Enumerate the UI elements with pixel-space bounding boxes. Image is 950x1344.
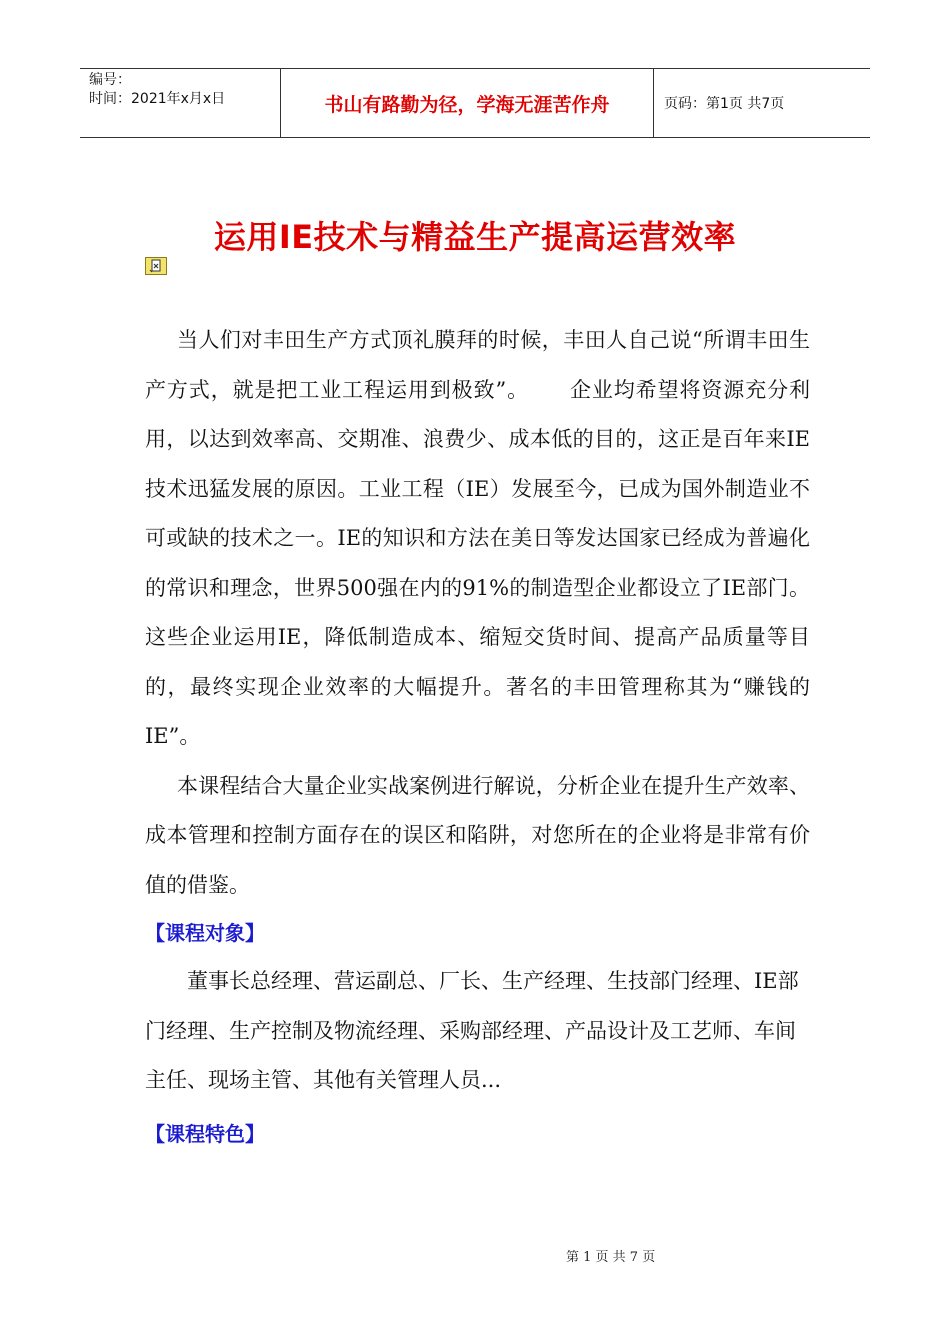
features-heading: 【课程特色】: [145, 1122, 265, 1146]
intro-sentence-2: 企业均希望将资源充分利用，以达到效率高、交期准、浪费少、成本低的目的，这正是百年来IE技术迅猛发展的原因。工业工程（IE）发展至今，已成为国外制造业不可或缺的技术之一。IE的知识和方法在美日等发达国家已经成为普遍化的常识和理念，世界500强在内的91%的制造型企业都设立了IE部门。这些企业运用IE，降低制造成本、缩短交货时间、提高产品质量等目的，最终实现企业效率的大幅提升。著名的丰田管理称其为“赚钱的IE”。: [145, 377, 811, 748]
header-meta: [80, 69, 281, 137]
header-page-code: 页码：第1页 共7页: [664, 96, 785, 112]
intro-body: [145, 316, 810, 910]
intro-paragraph-2: 本课程结合大量企业实战案例进行解说，分析企业在提升生产效率、成本管理和控制方面存在的误区和陷阱，对您所在的企业将是非常有价值的借鉴。: [145, 773, 810, 897]
header-motto: 书山有路勤为径，学海无涯苦作舟: [281, 69, 654, 137]
intro-sentence-1: 当人们对丰田生产方式顶礼膜拜的时候，丰田人自己说“所谓丰田生产方式，就是把工业工程运用到极致”。: [145, 328, 810, 402]
intro-paragraph-1: [145, 316, 810, 762]
audience-body: [145, 957, 810, 1106]
audience-text: 董事长总经理、营运副总、厂长、生产经理、生技部门经理、IE部门经理、生产控制及物流经理、采购部经理、产品设计及工艺师、车间主任、现场主管、其他有关管理人员...: [145, 969, 799, 1092]
time-label: 时间：2021年x月x日: [89, 91, 226, 107]
page-header: [80, 68, 870, 138]
number-label: 编号：: [89, 72, 131, 88]
document-edit-icon[interactable]: [145, 257, 167, 275]
audience-heading: 【课程对象】: [145, 921, 265, 945]
document-title: 运用IE技术与精益生产提高运营效率: [213, 218, 737, 256]
footer-page-info: 第 1 页 共 7 页: [566, 1250, 656, 1265]
